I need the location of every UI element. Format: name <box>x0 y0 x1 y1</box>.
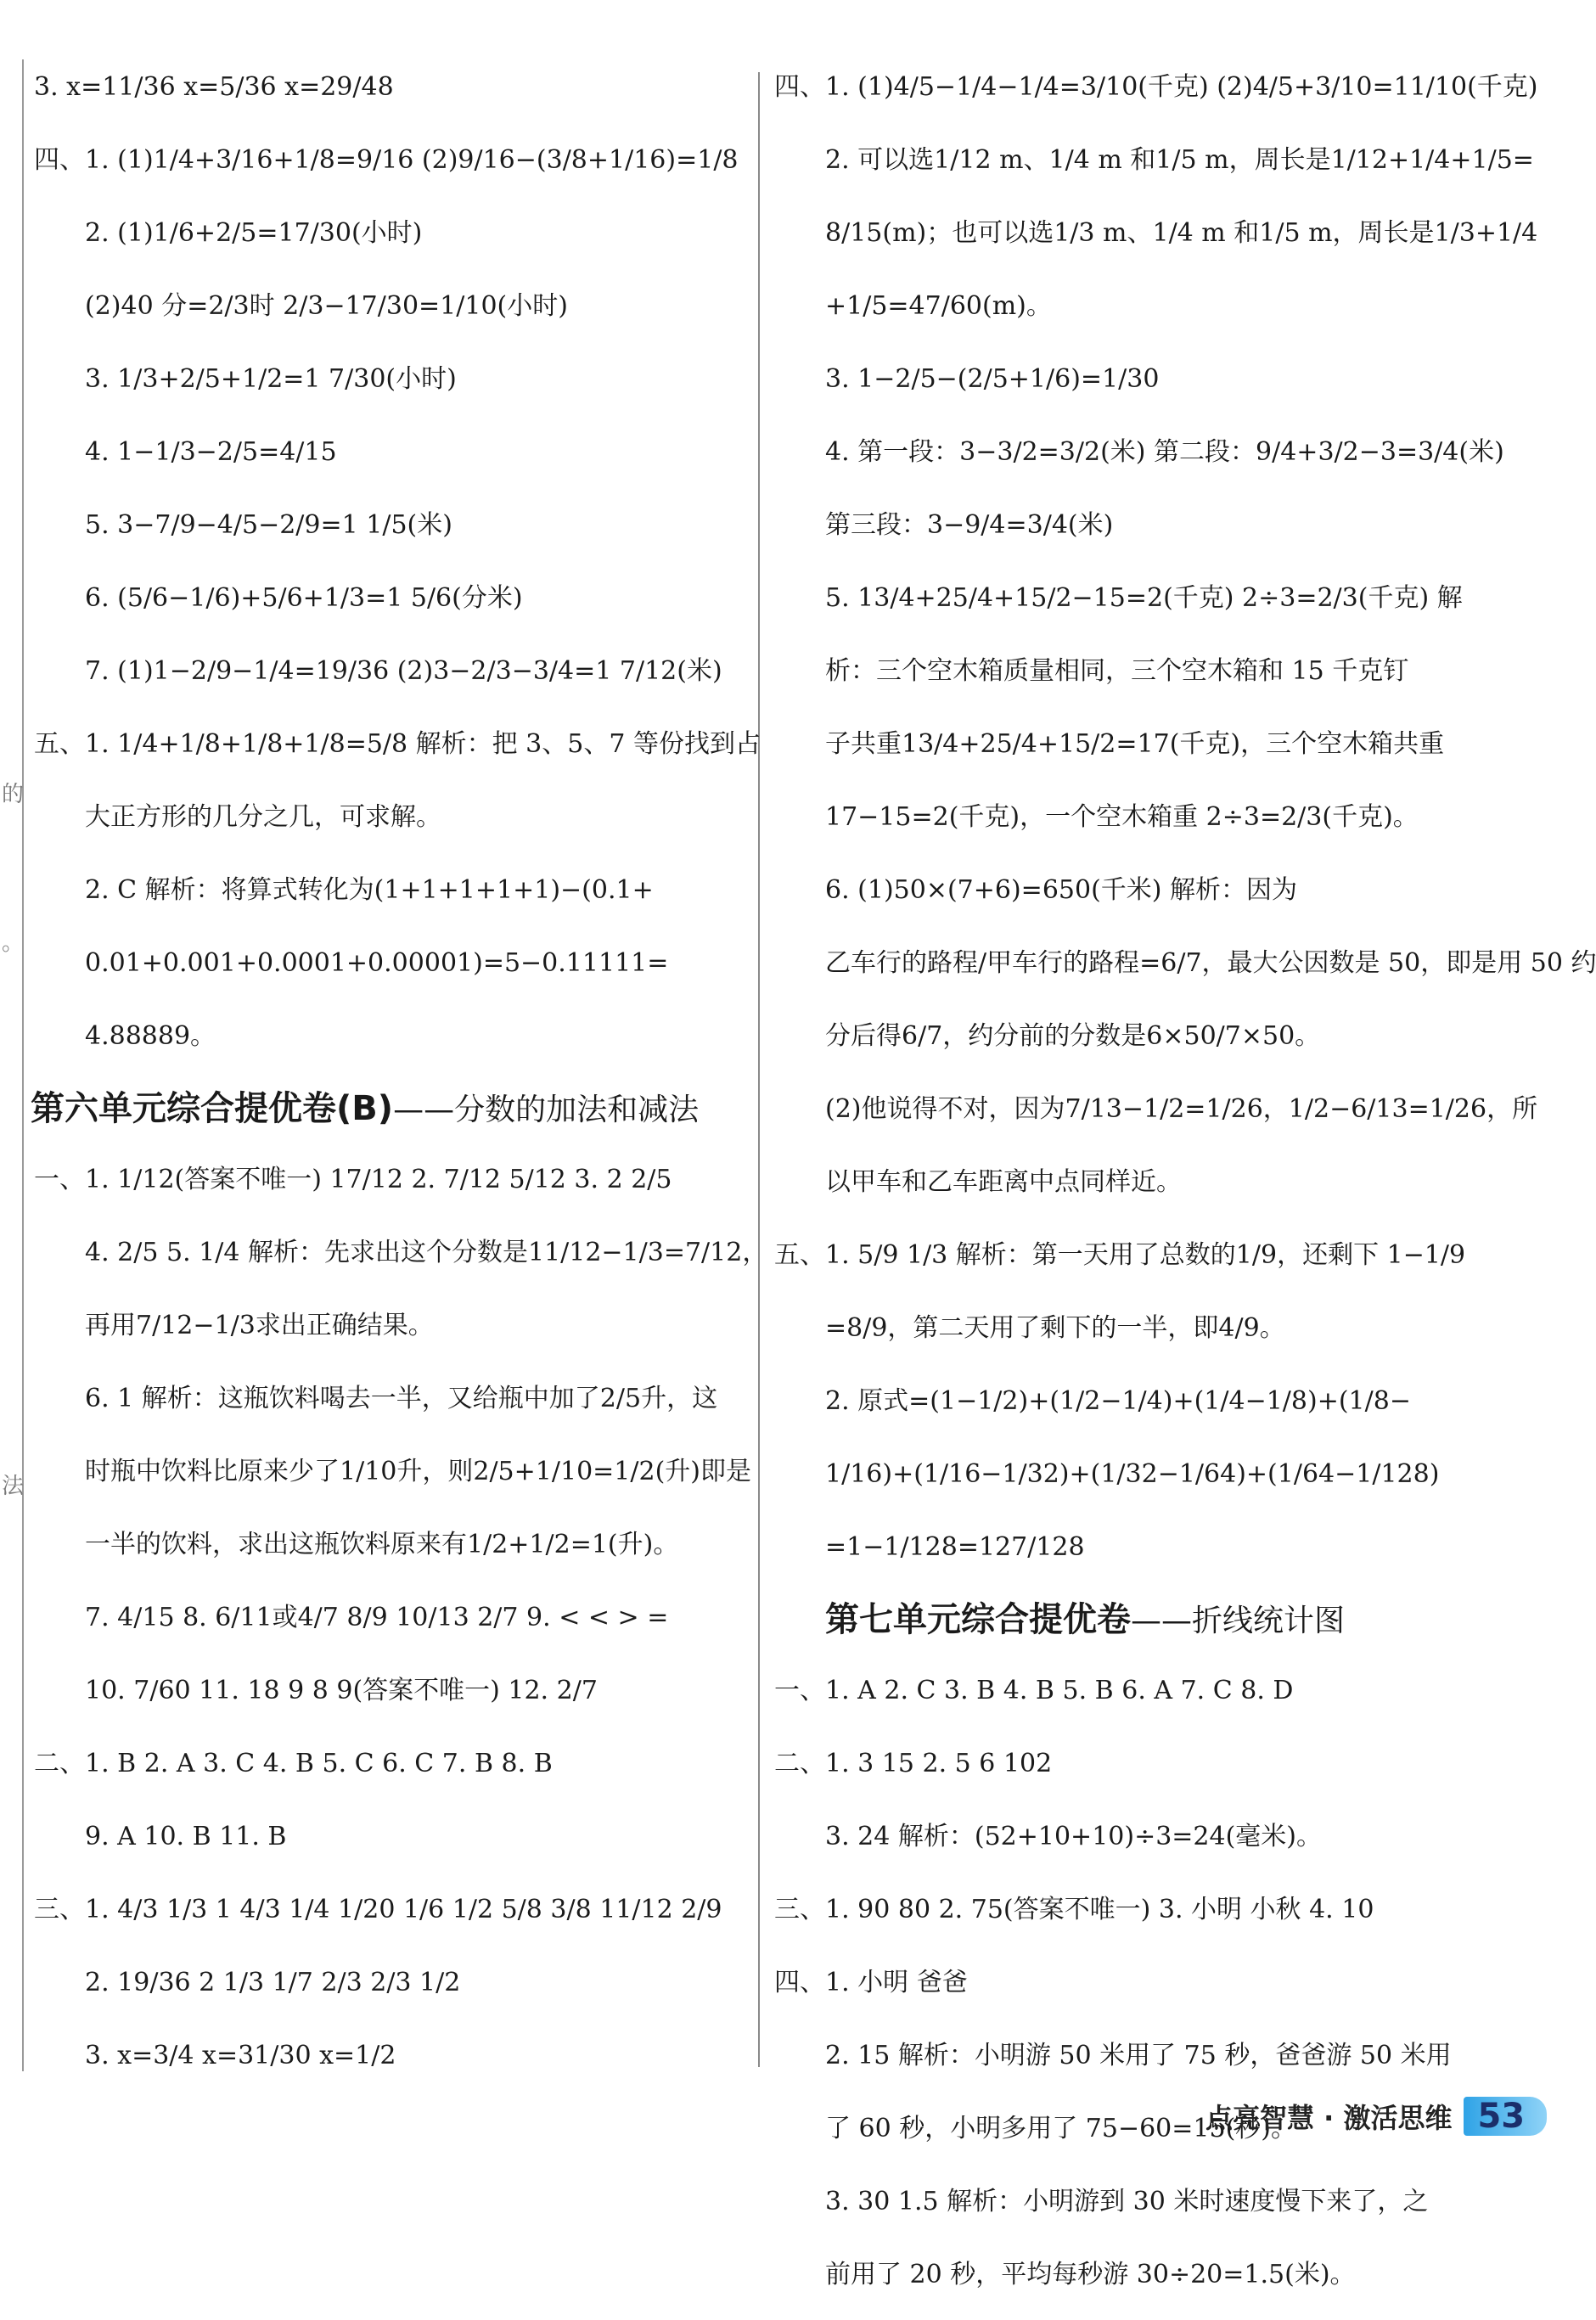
answer-line: 7. (1)1−2/9−1/4=19/36 (2)3−2/3−3/4=1 7/12(米) <box>85 655 722 686</box>
answer-line: 五、1. 5/9 1/3 解析：第一天用了总数的1/9，还剩下 1−1/9 <box>774 1239 1466 1270</box>
section-title-unit-6: 第六单元综合提优卷(B)——分数的加法和减法 <box>31 1089 700 1128</box>
answer-line: +1/5=47/60(m)。 <box>825 290 1052 321</box>
answer-line: 第三段：3−9/4=3/4(米) <box>825 509 1114 540</box>
answer-line: 4. 1−1/3−2/5=4/15 <box>85 436 337 467</box>
answer-line: 2. C 解析：将算式转化为(1+1+1+1+1)−(0.1+ <box>85 874 654 905</box>
answer-line: 一、1. A 2. C 3. B 4. B 5. B 6. A 7. C 8. D <box>774 1675 1294 1705</box>
answer-line: 4. 2/5 5. 1/4 解析：先求出这个分数是11/12−1/3=7/12， <box>85 1237 768 1267</box>
answer-line: 3. x=3/4 x=31/30 x=1/2 <box>85 2040 396 2070</box>
answer-line: 四、1. (1)4/5−1/4−1/4=3/10(千克) (2)4/5+3/10=11/10(千克) <box>774 71 1538 102</box>
answer-line: 2. 19/36 2 1/3 1/7 2/3 2/3 1/2 <box>85 1967 461 1997</box>
answer-line: 乙车行的路程/甲车行的路程=6/7，最大公因数是 50，即是用 50 约 <box>825 947 1596 978</box>
answer-line: 了 60 秒，小明多用了 75−60=15(秒)。 <box>825 2113 1296 2143</box>
answer-line: (2)他说得不对，因为7/13−1/2=1/26，1/2−6/13=1/26，所 <box>825 1093 1538 1124</box>
answer-line: 五、1. 1/4+1/8+1/8+1/8=5/8 解析：把 3、5、7 等份找到占 <box>34 728 761 759</box>
binding-edge-line <box>22 59 24 2071</box>
answer-line: 析：三个空木箱质量相同，三个空木箱和 15 千克钉 <box>825 655 1409 686</box>
answer-line: 7. 4/15 8. 6/11或4/7 8/9 10/13 2/7 9. < < > = <box>85 1602 669 1632</box>
column-divider <box>758 72 760 2067</box>
edge-char: 。 <box>2 930 25 956</box>
section-title-unit-7: 第七单元综合提优卷——折线统计图 <box>825 1600 1346 1639</box>
answer-line: 0.01+0.001+0.0001+0.00001)=5−0.11111= <box>85 947 669 978</box>
answer-line: =8/9，第二天用了剩下的一半，即4/9。 <box>825 1312 1285 1343</box>
answer-line: 4. 第一段：3−3/2=3/2(米) 第二段：9/4+3/2−3=3/4(米) <box>825 436 1504 467</box>
answer-line: 6. 1 解析：这瓶饮料喝去一半，又给瓶中加了2/5升，这 <box>85 1383 718 1413</box>
answer-line: 三、1. 4/3 1/3 1 4/3 1/4 1/20 1/6 1/2 5/8 3/8 11/12 2/9 <box>34 1894 722 1924</box>
answer-line: 8/15(m)；也可以选1/3 m、1/4 m 和1/5 m，周长是1/3+1/4 <box>825 217 1538 248</box>
answer-line: 二、1. B 2. A 3. C 4. B 5. C 6. C 7. B 8. B <box>34 1748 553 1778</box>
answer-line: 5. 13/4+25/4+15/2−15=2(千克) 2÷3=2/3(千克) 解 <box>825 582 1463 613</box>
answer-line: 2. 15 解析：小明游 50 米用了 75 秒，爸爸游 50 米用 <box>825 2040 1452 2070</box>
answer-line: 四、1. 小明 爸爸 <box>774 1967 968 1997</box>
answer-line: 2. 可以选1/12 m、1/4 m 和1/5 m，周长是1/12+1/4+1/5= <box>825 144 1534 175</box>
answer-line: =1−1/128=127/128 <box>825 1531 1085 1562</box>
left-column <box>31 59 768 2101</box>
answer-line: (2)40 分=2/3时 2/3−17/30=1/10(小时) <box>85 290 568 321</box>
answer-line: 时瓶中饮料比原来少了1/10升，则2/5+1/10=1/2(升)即是 <box>85 1456 751 1486</box>
answer-line: 3. 30 1.5 解析：小明游到 30 米时速度慢下来了，之 <box>825 2186 1429 2216</box>
answer-line: 10. 7/60 11. 18 9 8 9(答案不唯一) 12. 2/7 <box>85 1675 598 1705</box>
answer-line: 子共重13/4+25/4+15/2=17(千克)，三个空木箱共重 <box>825 728 1445 759</box>
answer-line: 3. 24 解析：(52+10+10)÷3=24(毫米)。 <box>825 1821 1323 1851</box>
answer-line: 9. A 10. B 11. B <box>85 1821 287 1851</box>
answer-line: 再用7/12−1/3求出正确结果。 <box>85 1310 434 1340</box>
answer-line: 4.88889。 <box>85 1020 216 1051</box>
edge-char: 的 <box>2 782 25 807</box>
answer-line: 3. 1/3+2/5+1/2=1 7/30(小时) <box>85 363 457 394</box>
answer-line: 前用了 20 秒，平均每秒游 30÷20=1.5(米)。 <box>825 2259 1356 2289</box>
answer-line: 以甲车和乙车距离中点同样近。 <box>825 1166 1182 1197</box>
answer-line: 3. x=11/36 x=5/36 x=29/48 <box>34 71 394 102</box>
answer-line: 二、1. 3 15 2. 5 6 102 <box>774 1748 1053 1778</box>
answer-line: 5. 3−7/9−4/5−2/9=1 1/5(米) <box>85 509 452 540</box>
answer-line: 1/16)+(1/16−1/32)+(1/32−1/64)+(1/64−1/128) <box>825 1458 1440 1489</box>
answer-line: 一半的饮料，求出这瓶饮料原来有1/2+1/2=1(升)。 <box>85 1529 679 1559</box>
page-footer <box>1205 2097 1547 2136</box>
right-column <box>774 59 1596 2320</box>
answer-line: 四、1. (1)1/4+3/16+1/8=9/16 (2)9/16−(3/8+1/16)=1/8 <box>34 144 739 175</box>
footer-slogan: 点亮智慧 · 激活思维 <box>1205 2102 1453 2134</box>
edge-char: 法 <box>2 1474 25 1499</box>
answer-line: 17−15=2(千克)，一个空木箱重 2÷3=2/3(千克)。 <box>825 801 1419 832</box>
answer-line: 6. (5/6−1/6)+5/6+1/3=1 5/6(分米) <box>85 582 523 613</box>
answer-line: 分后得6/7，约分前的分数是6×50/7×50。 <box>825 1020 1321 1051</box>
answer-line: 一、1. 1/12(答案不唯一) 17/12 2. 7/12 5/12 3. 2 2/5 <box>34 1164 672 1194</box>
answer-line: 3. 1−2/5−(2/5+1/6)=1/30 <box>825 363 1160 394</box>
answer-line: 2. 原式=(1−1/2)+(1/2−1/4)+(1/4−1/8)+(1/8− <box>825 1385 1411 1416</box>
answer-line: 2. (1)1/6+2/5=17/30(小时) <box>85 217 423 248</box>
page-number: 53 <box>1464 2097 1547 2136</box>
answer-line: 6. (1)50×(7+6)=650(千米) 解析：因为 <box>825 874 1298 905</box>
answer-line: 三、1. 90 80 2. 75(答案不唯一) 3. 小明 小秋 4. 10 <box>774 1894 1374 1924</box>
answer-line: 大正方形的几分之几，可求解。 <box>85 801 441 832</box>
